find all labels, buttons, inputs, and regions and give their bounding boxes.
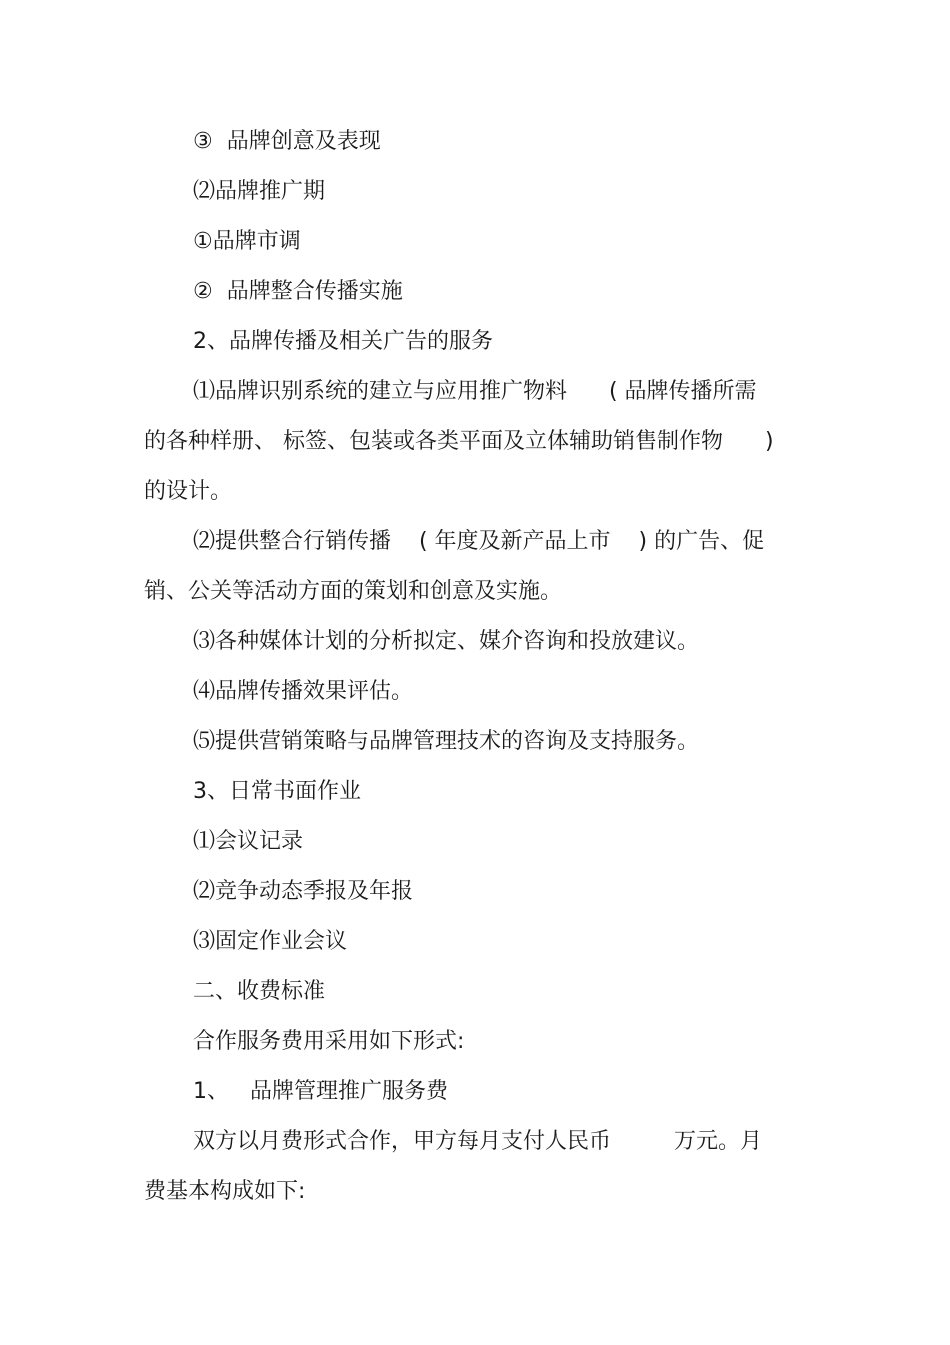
list-item-consulting-support: ⑸提供营销策略与品牌管理技术的咨询及支持服务。	[193, 729, 700, 754]
list-item-media-plan: ⑶各种媒体计划的分析拟定、媒介咨询和投放建议。	[193, 629, 700, 654]
paragraph-line: ⑵提供整合行销传播 ( 年度及新产品上市 ) 的广告、促	[193, 529, 765, 554]
paragraph-line: ⑴品牌识别系统的建立与应用推广物料 ( 品牌传播所需	[193, 379, 757, 404]
list-item-effect-evaluation: ⑷品牌传播效果评估。	[193, 679, 414, 704]
paragraph-line: 的各种样册、 标签、包装或各类平面及立体辅助销售制作物 )	[144, 429, 774, 454]
list-item-competition-report: ⑵竞争动态季报及年报	[193, 879, 414, 904]
section-heading-fee-standard: 二、收费标准	[193, 979, 326, 1004]
paragraph-line: 销、公关等活动方面的策划和创意及实施。	[144, 579, 563, 604]
list-item-brand-creative: ③ 品牌创意及表现	[193, 129, 381, 154]
paragraph-line: 费基本构成如下:	[144, 1179, 306, 1204]
section-heading-brand-communication: 2、品牌传播及相关广告的服务	[193, 329, 493, 354]
list-item-meeting-minutes: ⑴会议记录	[193, 829, 304, 854]
list-item-brand-research: ①品牌市调	[193, 229, 301, 254]
section-heading-daily-writing: 3、日常书面作业	[193, 779, 361, 804]
list-item-integrated-communication: ② 品牌整合传播实施	[193, 279, 403, 304]
paragraph-line: 合作服务费用采用如下形式:	[193, 1029, 465, 1054]
section-heading-service-fee: 1、 品牌管理推广服务费	[193, 1079, 448, 1104]
list-item-promotion-period: ⑵品牌推广期	[193, 179, 326, 204]
list-item-regular-meeting: ⑶固定作业会议	[193, 929, 348, 954]
paragraph-line: 双方以月费形式合作，甲方每月支付人民币 万元。月	[193, 1129, 762, 1154]
paragraph-line: 的设计。	[144, 479, 233, 504]
